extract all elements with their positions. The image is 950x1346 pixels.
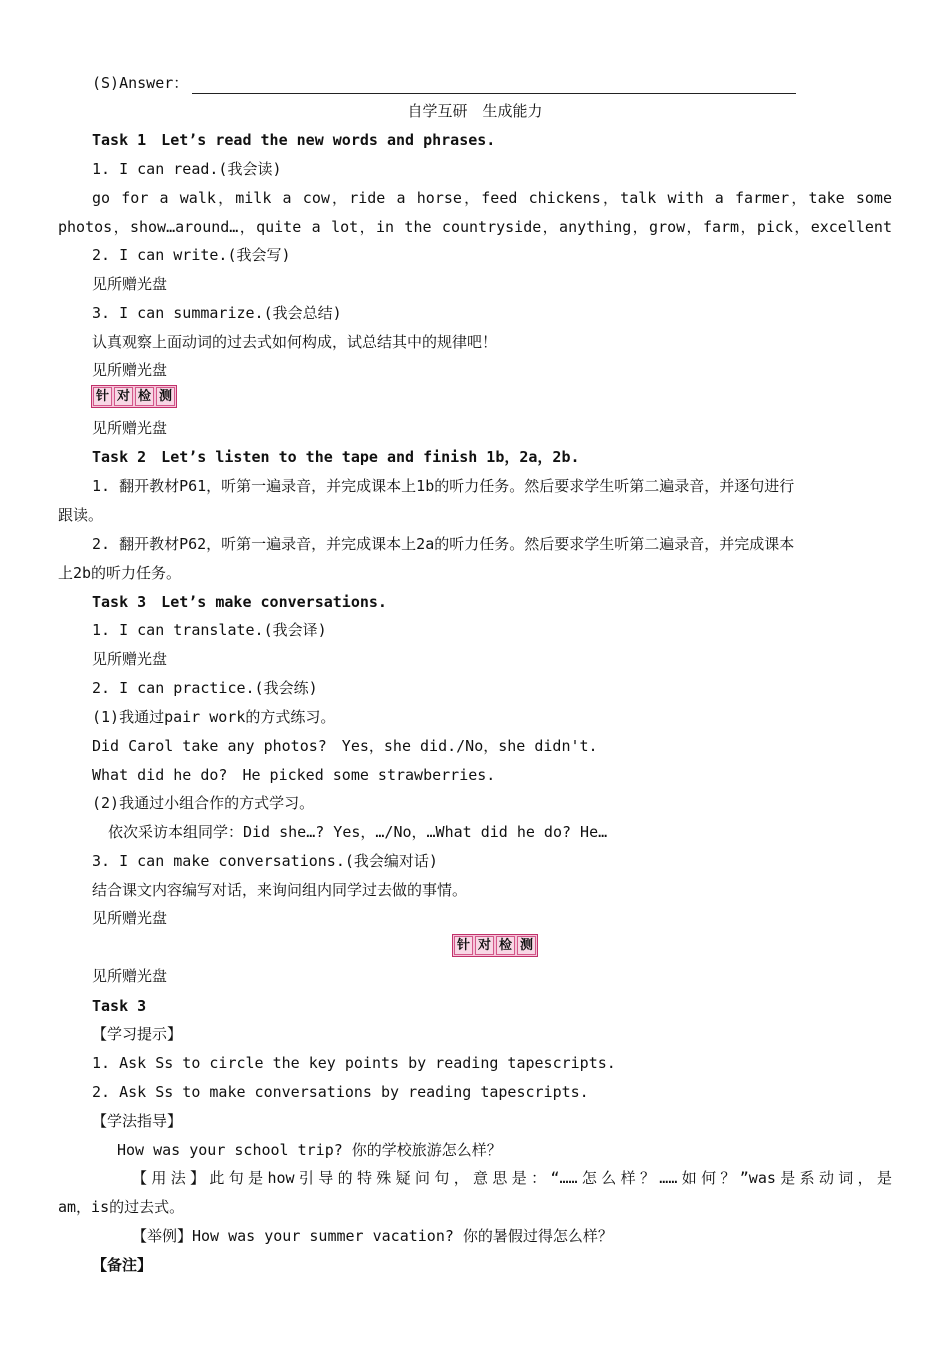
task1-item2: 2. I can write.(我会写): [92, 246, 291, 264]
badge-char: 检: [496, 936, 515, 955]
badge-char: 检: [135, 387, 154, 406]
task3-item3: 3. I can make conversations.(我会编对话): [92, 852, 438, 870]
targeted-test-badge: [452, 934, 538, 957]
task3-dialog2: What did he do? He picked some strawberries.: [92, 766, 496, 784]
task3-make-text: 结合课文内容编写对话，来询问组内同学过去做的事情。: [92, 881, 468, 899]
badge-char: 对: [114, 387, 133, 406]
see-disc-text: 见所赠光盘: [92, 909, 168, 927]
guide-sentence: How was your school trip? 你的学校旅游怎么样？: [117, 1141, 502, 1159]
task1-item1: 1. I can read.(我会读): [92, 160, 282, 178]
see-disc-text: 见所赠光盘: [92, 275, 168, 293]
tip-2: 2. Ask Ss to make conversations by reading tapescripts.: [92, 1083, 589, 1101]
see-disc-text: 见所赠光盘: [92, 361, 168, 379]
section-heading: 自学互研 生成能力: [407, 102, 543, 120]
badge-char: 测: [156, 387, 175, 406]
usage-line1: 【用法】此句是how引导的特殊疑问句，意思是：“……怎么样？……如何？”was是系动词，是: [132, 1169, 892, 1187]
task1-words-line2: photos，show…around…，quite a lot，in the countryside，anything，grow，farm，pick，excellent: [58, 218, 892, 236]
answer-line: [92, 72, 892, 94]
tips-heading: 【学习提示】: [92, 1025, 183, 1043]
see-disc-text: 见所赠光盘: [92, 419, 168, 437]
badge-char: 测: [517, 936, 536, 955]
task1-summarize-text: 认真观察上面动词的过去式如何构成，试总结其中的规律吧！: [92, 333, 498, 351]
task1-item3: 3. I can summarize.(我会总结): [92, 304, 342, 322]
badge-char: 针: [454, 936, 473, 955]
task3-sub1: (1)我通过pair work的方式练习。: [92, 708, 336, 726]
task3-item2: 2. I can practice.(我会练): [92, 679, 318, 697]
task3-item1: 1. I can translate.(我会译): [92, 621, 327, 639]
tip-1: 1. Ask Ss to circle the key points by reading tapescripts.: [92, 1054, 616, 1072]
task2-p2-line1: 2. 翻开教材P62，听第一遍录音，并完成课本上2a的听力任务。然后要求学生听第二遍录音，并完成课本: [92, 535, 795, 553]
answer-blank[interactable]: [192, 79, 796, 94]
remarks-heading: 【备注】: [92, 1256, 153, 1274]
see-disc-text: 见所赠光盘: [92, 967, 168, 985]
task3-dialog1: Did Carol take any photos? Yes，she did./No，she didn't.: [92, 737, 598, 755]
task2-p1-line2: 跟读。: [58, 506, 104, 524]
example-line: 【举例】How was your summer vacation? 你的暑假过得怎么样？: [132, 1227, 613, 1245]
answer-label: (S)Answer：: [92, 74, 189, 92]
task3-sub2: (2)我通过小组合作的方式学习。: [92, 794, 315, 812]
see-disc-text: 见所赠光盘: [92, 650, 168, 668]
targeted-test-badge: [91, 385, 177, 408]
notes-task-label: Task 3: [92, 997, 147, 1015]
task1-words-line1: go for a walk，milk a cow，ride a horse，feed chickens，talk with a farmer，take some: [92, 189, 892, 207]
task2-title: Task 2 Let’s listen to the tape and finish 1b，2a，2b.: [92, 448, 580, 466]
task2-p2-line2: 上2b的听力任务。: [58, 564, 182, 582]
task1-title: Task 1 Let’s read the new words and phrases.: [92, 131, 496, 149]
guide-heading: 【学法指导】: [92, 1112, 183, 1130]
badge-char: 针: [93, 387, 112, 406]
badge-char: 对: [475, 936, 494, 955]
task2-p1-line1: 1. 翻开教材P61，听第一遍录音，并完成课本上1b的听力任务。然后要求学生听第二遍录音，并逐句进行: [92, 477, 795, 495]
task3-interview: 依次采访本组同学：Did she…? Yes，…/No，…What did he do? He…: [108, 823, 608, 841]
usage-line2: am，is的过去式。: [58, 1198, 185, 1216]
task3-title: Task 3 Let’s make conversations.: [92, 593, 387, 611]
